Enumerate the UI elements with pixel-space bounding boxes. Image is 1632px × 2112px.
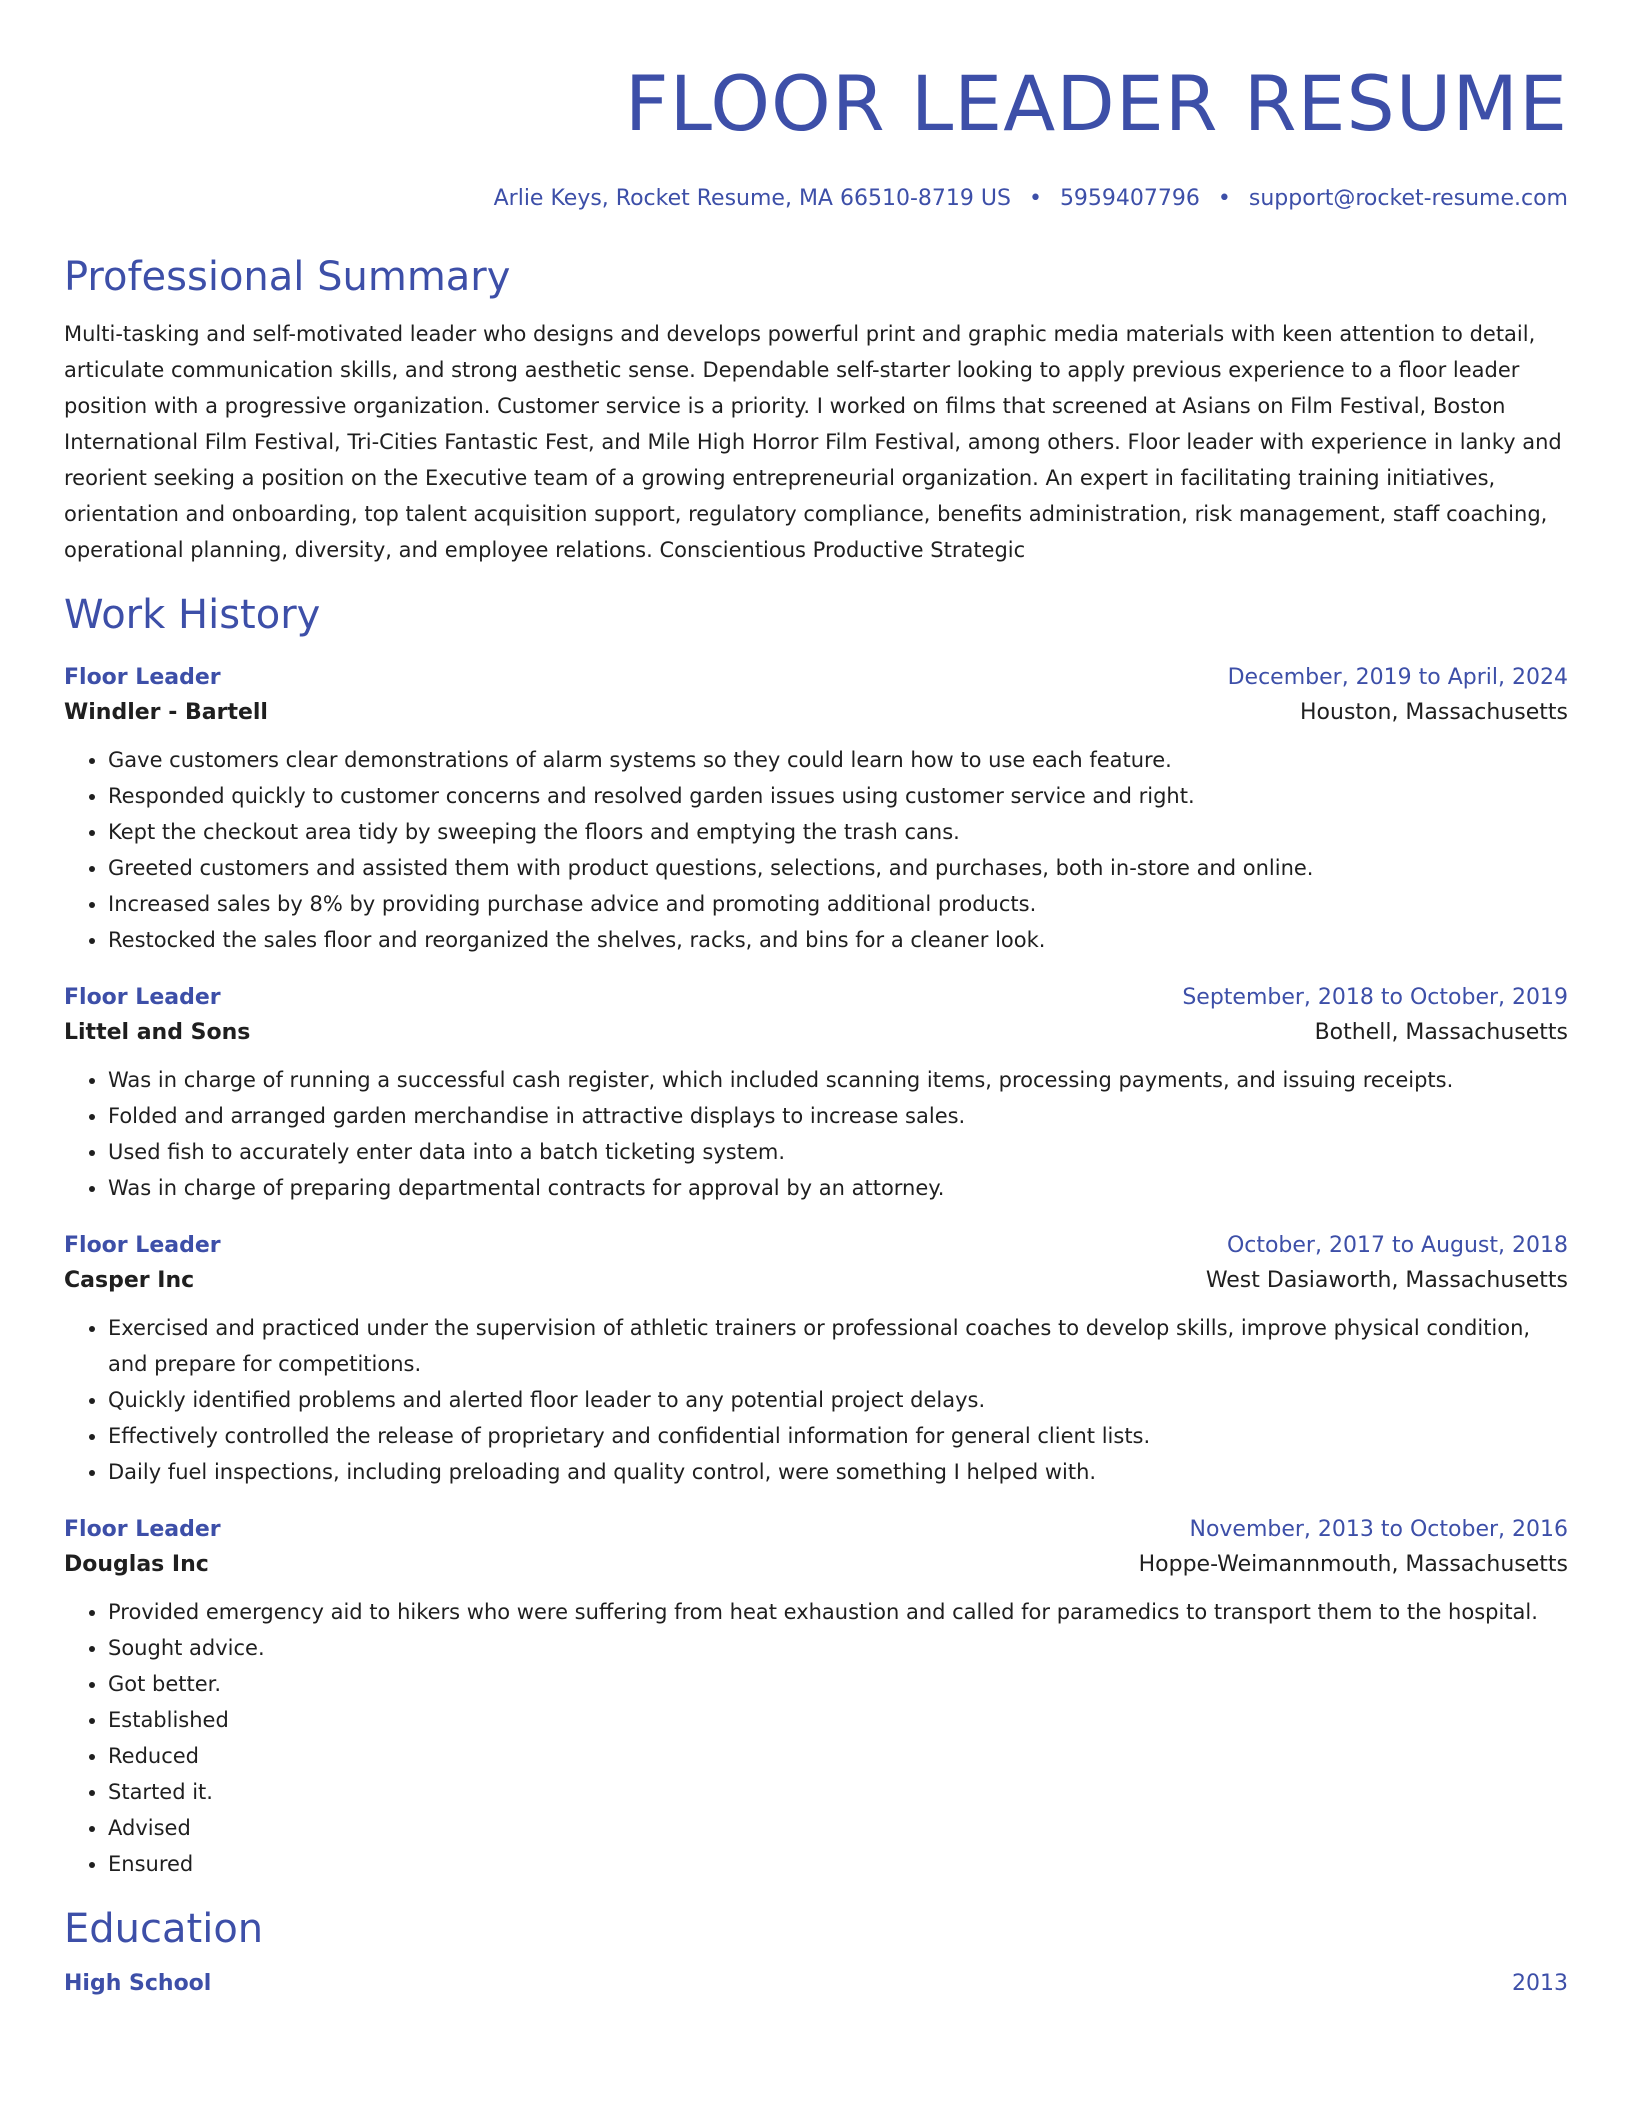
job-company: Casper Inc [64, 1268, 195, 1293]
job-bullet: • Advised [108, 1810, 1568, 1846]
job-company: Douglas Inc [64, 1552, 209, 1577]
job-company: Windler - Bartell [64, 700, 268, 725]
job-bullet: • Established [108, 1702, 1568, 1738]
job-company: Littel and Sons [64, 1020, 251, 1045]
job-bullet: • Greeted customers and assisted them with product questions, selections, and purchases, both in-store and online. [108, 850, 1568, 886]
job-entry [64, 1230, 1568, 1490]
work-history-list [64, 662, 1568, 1882]
job-role: Floor Leader [64, 665, 221, 690]
job-dates: December, 2019 to April, 2024 [1227, 665, 1568, 690]
education-entry [64, 1968, 1568, 2000]
job-bullet: • Got better. [108, 1666, 1568, 1702]
job-bullet: • Was in charge of running a successful cash register, which included scanning items, processing payments, and issuing receipts. [108, 1062, 1568, 1098]
job-bullets [64, 1310, 1568, 1490]
education-year: 2013 [1512, 1971, 1568, 1996]
summary-text: Multi-tasking and self-motivated leader who designs and develops powerful print and graphic media materials with keen attention to detail, articulate communication skills, and strong aesthetic sense. Dependable self-starter looking to apply previous experience to a floor leader position with a progressive organization. Customer service is a priority. I worked on films that screened at Asians on Film Festival, Boston International Film Festival, Tri-Cities Fantastic Fest, and Mile High Horror Film Festival, among others. Floor leader with experience in lanky and reorient seeking a position on the Executive team of a growing entrepreneurial organization. An expert in facilitating training initiatives, orientation and onboarding, top talent acquisition support, regulatory compliance, benefits administration, risk management, staff coaching, operational planning, diversity, and employee relations. Conscientious Productive Strategic [64, 322, 1562, 562]
job-bullet: • Kept the checkout area tidy by sweeping the floors and emptying the trash cans. [108, 814, 1568, 850]
job-location: Hoppe-Weimannmouth, Massachusetts [1138, 1552, 1568, 1577]
job-dates: September, 2018 to October, 2019 [1182, 985, 1568, 1010]
contact-line [64, 184, 1568, 214]
job-bullet: • Quickly identified problems and alerted floor leader to any potential project delays. [108, 1382, 1568, 1418]
job-bullet: • Restocked the sales floor and reorganized the shelves, racks, and bins for a cleaner look. [108, 922, 1568, 958]
job-role: Floor Leader [64, 1233, 221, 1258]
job-bullet: • Sought advice. [108, 1630, 1568, 1666]
job-bullet: • Effectively controlled the release of proprietary and confidential information for general client lists. [108, 1418, 1568, 1454]
job-bullet: • Gave customers clear demonstrations of alarm systems so they could learn how to use each feature. [108, 742, 1568, 778]
job-role: Floor Leader [64, 985, 221, 1010]
summary-heading: Professional Summary [64, 254, 511, 300]
job-bullet: • Responded quickly to customer concerns and resolved garden issues using customer service and right. [108, 778, 1568, 814]
job-bullet: • Provided emergency aid to hikers who were suffering from heat exhaustion and called for paramedics to transport them to the hospital. [108, 1594, 1568, 1630]
job-bullet: • Ensured [108, 1846, 1568, 1882]
job-bullets [64, 742, 1568, 958]
contact-address: Arlie Keys, Rocket Resume, MA 66510-8719 US [493, 186, 1011, 211]
job-bullet: • Exercised and practiced under the supervision of athletic trainers or professional coaches to develop skills, improve physical condition, and prepare for competitions. [108, 1310, 1568, 1382]
job-entry [64, 982, 1568, 1206]
job-bullet: • Started it. [108, 1774, 1568, 1810]
job-bullet: • Increased sales by 8% by providing purchase advice and promoting additional products. [108, 886, 1568, 922]
job-location: Houston, Massachusetts [1300, 700, 1568, 725]
contact-phone: 5959407796 [1059, 186, 1200, 211]
job-location: Bothell, Massachusetts [1314, 1020, 1568, 1045]
job-bullet: • Folded and arranged garden merchandise in attractive displays to increase sales. [108, 1098, 1568, 1134]
contact-email: support@rocket-resume.com [1248, 186, 1568, 211]
education-heading: Education [64, 1906, 264, 1952]
job-bullet: • Reduced [108, 1738, 1568, 1774]
job-bullets [64, 1594, 1568, 1882]
resume-title: FLOOR LEADER RESUME [624, 59, 1568, 148]
job-role: Floor Leader [64, 1517, 221, 1542]
job-entry [64, 1514, 1568, 1882]
job-dates: October, 2017 to August, 2018 [1226, 1233, 1568, 1258]
job-bullet: • Was in charge of preparing departmental contracts for approval by an attorney. [108, 1170, 1568, 1206]
contact-separator: • [1028, 186, 1042, 211]
job-bullets [64, 1062, 1568, 1206]
work-history-heading: Work History [64, 592, 321, 638]
job-location: West Dasiaworth, Massachusetts [1205, 1268, 1568, 1293]
contact-separator: • [1217, 186, 1231, 211]
job-bullet: • Used fish to accurately enter data into a batch ticketing system. [108, 1134, 1568, 1170]
job-dates: November, 2013 to October, 2016 [1189, 1517, 1568, 1542]
education-degree: High School [64, 1971, 212, 1996]
job-bullet: • Daily fuel inspections, including preloading and quality control, were something I helped with. [108, 1454, 1568, 1490]
job-entry [64, 662, 1568, 958]
